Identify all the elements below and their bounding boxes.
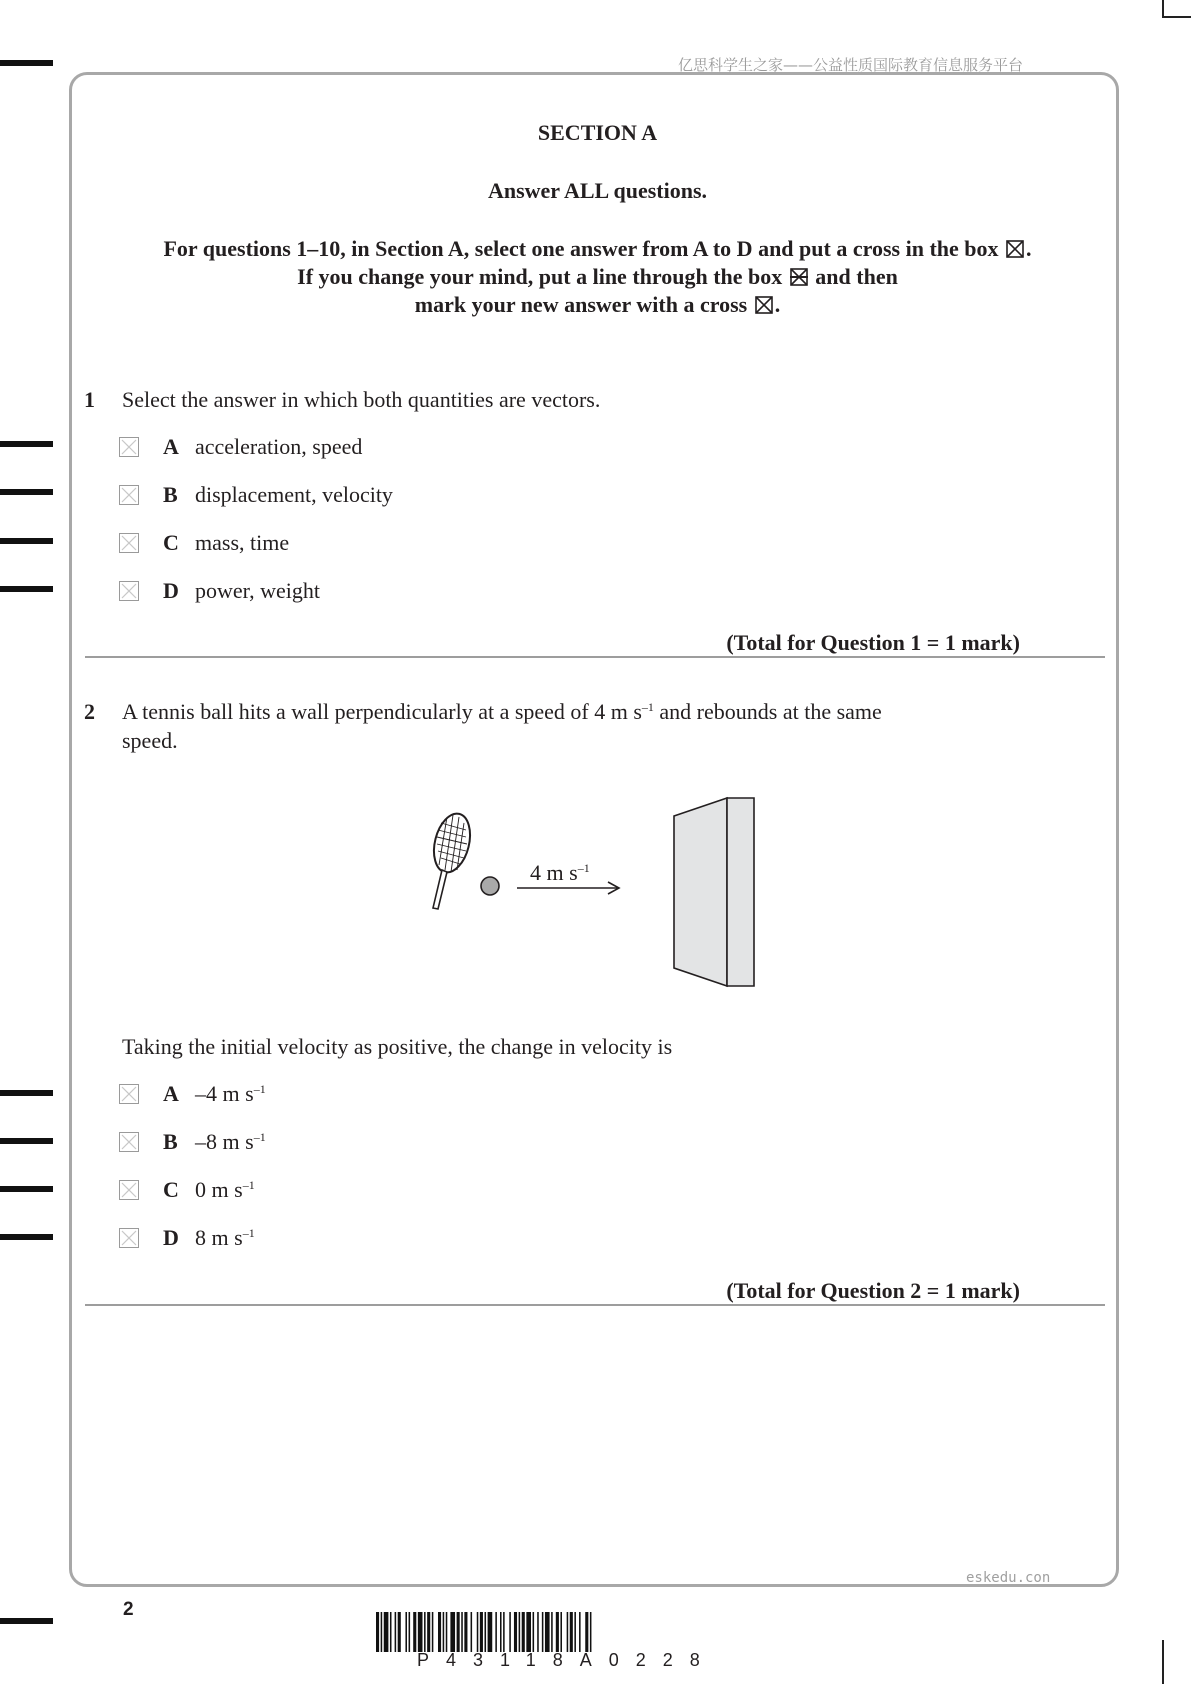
option-value: –4 m s	[195, 1081, 254, 1106]
watermark-bottom: eskedu.con	[966, 1570, 1051, 1586]
option-letter: D	[163, 578, 179, 603]
margin-mark	[0, 586, 53, 592]
tennis-wall-diagram	[420, 790, 760, 995]
option-letter: B	[163, 482, 178, 507]
barcode-text: P43118A0228	[417, 1650, 717, 1670]
option-text	[195, 1081, 266, 1107]
option-letter: C	[163, 530, 179, 555]
question-text-line2: speed.	[122, 728, 178, 753]
margin-mark	[0, 60, 53, 66]
option-exponent: –1	[253, 1130, 266, 1144]
section-instruction: Answer ALL questions.	[487, 178, 708, 203]
answer-checkbox-icon[interactable]	[119, 485, 139, 505]
answer-checkbox-icon[interactable]	[119, 1228, 139, 1248]
crop-mark-top-right	[1162, 0, 1164, 16]
answer-checkbox-icon[interactable]	[119, 1084, 139, 1104]
answer-checkbox-icon[interactable]	[119, 581, 139, 601]
rules-line-3	[75, 292, 1120, 318]
option-value: –8 m s	[195, 1129, 254, 1154]
option-text: mass, time	[195, 530, 290, 555]
answer-checkbox-icon[interactable]	[119, 1132, 139, 1152]
answer-checkbox-icon[interactable]	[119, 533, 139, 553]
option-text	[195, 1129, 266, 1155]
option-letter: A	[163, 434, 179, 459]
option-text: displacement, velocity	[195, 482, 393, 507]
option-exponent: –1	[242, 1178, 255, 1192]
velocity-label	[530, 860, 590, 886]
margin-mark	[0, 1090, 53, 1096]
option-value: 0 m s	[195, 1177, 243, 1202]
crop-mark-top-right-h	[1162, 16, 1191, 18]
margin-mark	[0, 441, 53, 447]
question-divider	[85, 1304, 1105, 1306]
option-exponent: –1	[253, 1082, 266, 1096]
crop-mark-bottom-right	[1162, 1640, 1164, 1684]
option-text	[195, 1177, 255, 1203]
option-text: acceleration, speed	[195, 434, 363, 459]
option-exponent: –1	[242, 1226, 255, 1240]
margin-mark	[0, 489, 53, 495]
tennis-racket-icon	[428, 810, 476, 909]
question-number: 2	[84, 699, 95, 724]
answer-checkbox-icon[interactable]	[119, 437, 139, 457]
question-text	[122, 697, 882, 755]
velocity-label-text: 4 m s	[530, 860, 578, 885]
question-prompt: Taking the initial velocity as positive, the change in velocity is	[122, 1034, 673, 1059]
rules-period: .	[774, 292, 781, 317]
crossed-box-icon	[1006, 240, 1024, 258]
rules-line-1-text: For questions 1–10, in Section A, select one answer from A to D and put a cross in the box	[163, 236, 999, 261]
option-letter: A	[163, 1081, 179, 1106]
rules-line-2	[75, 264, 1120, 290]
margin-mark	[0, 1186, 53, 1192]
struck-box-icon	[790, 268, 808, 286]
margin-mark	[0, 538, 53, 544]
page-number: 2	[123, 1599, 134, 1620]
option-value: 8 m s	[195, 1225, 243, 1250]
question-text-a: A tennis ball hits a wall perpendicularly at a speed of 4 m s	[122, 699, 642, 724]
option-text	[195, 1225, 255, 1251]
question-text: Select the answer in which both quantities are vectors.	[122, 387, 601, 412]
barcode	[376, 1612, 812, 1652]
watermark-top: 亿思科学生之家——公益性质国际教育信息服务平台	[678, 56, 1024, 74]
option-letter: C	[163, 1177, 179, 1202]
wall-block	[674, 798, 754, 986]
rules-line-2-text-b: and then	[815, 264, 898, 289]
tennis-ball-icon	[481, 877, 499, 895]
question-text-b: and rebounds at the same	[653, 699, 882, 724]
margin-mark	[0, 1234, 53, 1240]
rules-line-3-text: mark your new answer with a cross	[414, 292, 748, 317]
rules-line-2-text-a: If you change your mind, put a line through the box	[297, 264, 783, 289]
question-total: (Total for Question 1 = 1 mark)	[726, 630, 1020, 655]
rules-line-1	[75, 236, 1120, 262]
question-divider	[85, 656, 1105, 658]
rules-period: .	[1026, 236, 1032, 261]
section-title: SECTION A	[537, 120, 658, 145]
answer-checkbox-icon[interactable]	[119, 1180, 139, 1200]
margin-mark	[0, 1138, 53, 1144]
crossed-box-icon	[755, 296, 773, 314]
unit-exponent: –1	[641, 700, 654, 714]
question-number: 1	[84, 387, 95, 412]
question-total: (Total for Question 2 = 1 mark)	[726, 1278, 1020, 1303]
option-letter: D	[163, 1225, 179, 1250]
option-text: power, weight	[195, 578, 320, 603]
velocity-label-exponent: –1	[577, 861, 590, 875]
margin-mark	[0, 1618, 53, 1624]
option-letter: B	[163, 1129, 178, 1154]
